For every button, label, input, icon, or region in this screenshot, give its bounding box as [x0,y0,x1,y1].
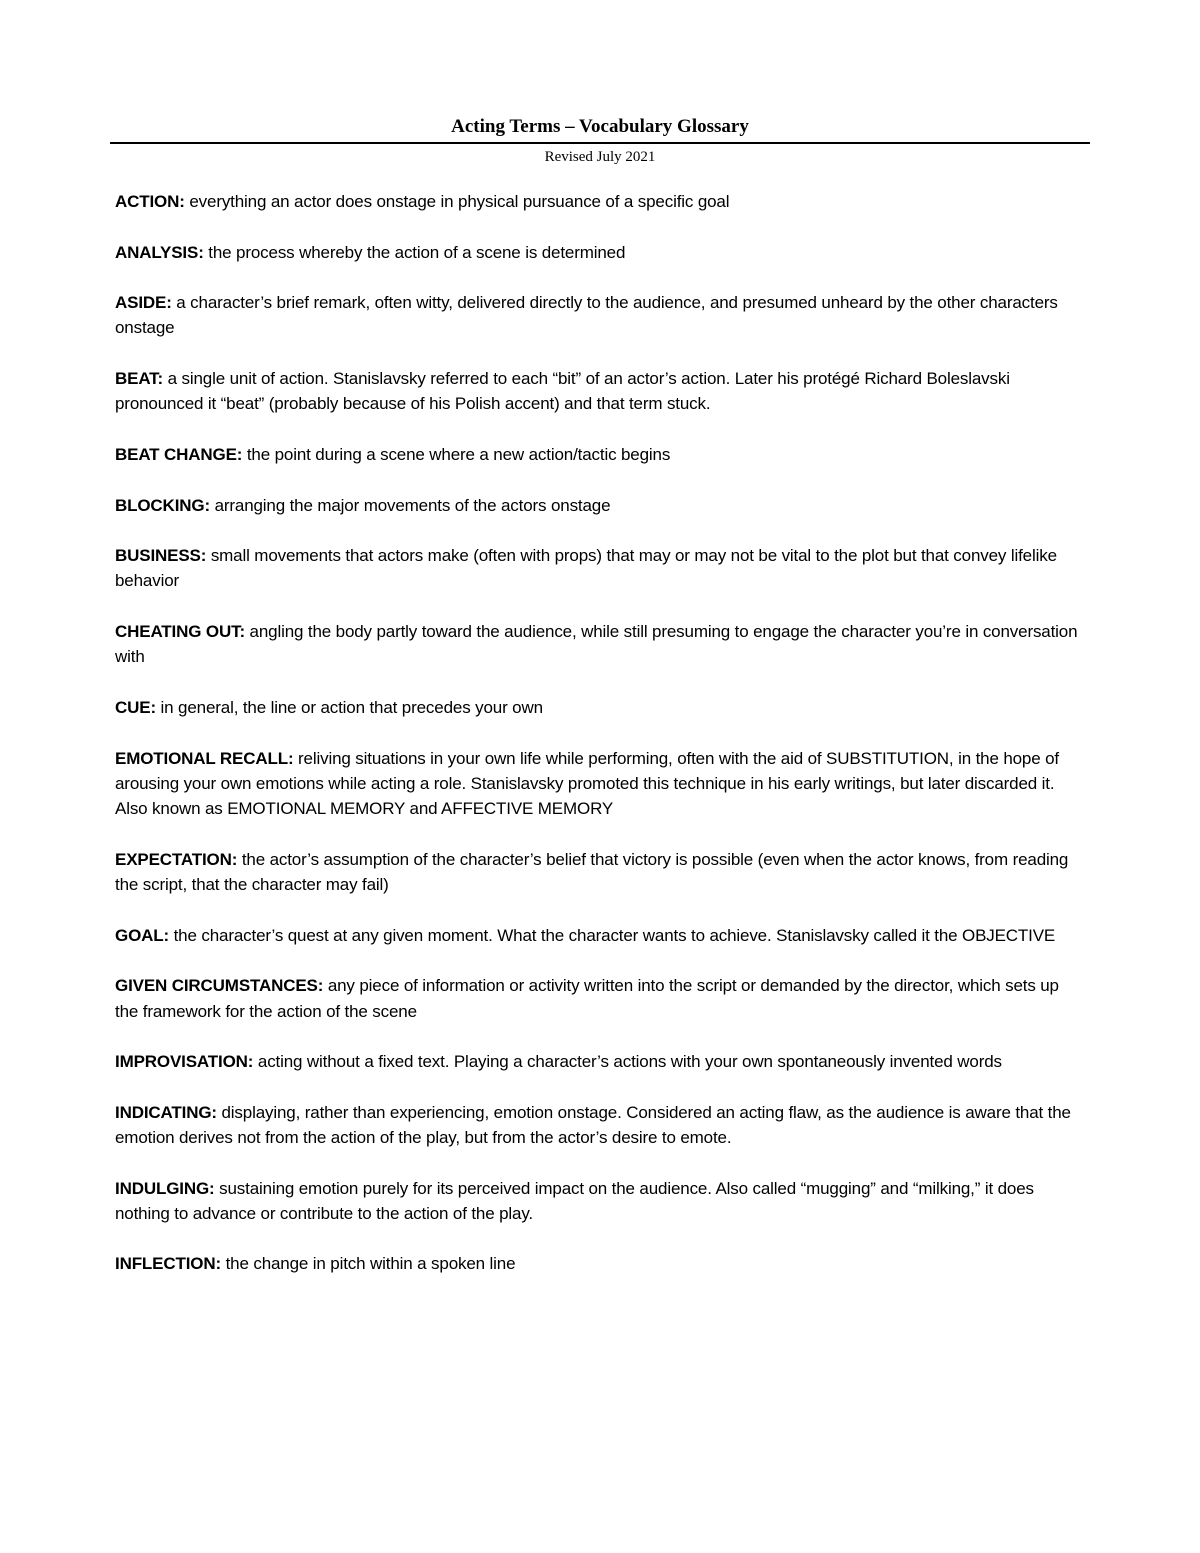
glossary-definition: the actor’s assumption of the character’s belief that victory is possible (even when the actor knows, from reading the script, that the character may fail) [115,849,1069,895]
glossary-definition: small movements that actors make (often with props) that may or may not be vital to the plot but that convey lifelike behavior [115,546,1057,591]
glossary-entry [115,189,1085,214]
glossary-definition: displaying, rather than experiencing, emotion onstage. Considered an acting flaw, as the audience is aware that the emotion derives not from the action of the play, but from the actor’s desire to emote. [115,1102,1071,1147]
glossary-term: ASIDE: [115,293,172,313]
glossary-term: EMOTIONAL RECALL: [115,748,294,768]
glossary-entry [115,290,1085,341]
glossary-entry [115,543,1085,594]
glossary-entry [115,493,1085,518]
glossary-entry [115,1049,1085,1074]
glossary-definition: angling the body partly toward the audience, while still presuming to engage the character you’re in conversation with [115,622,1078,667]
glossary-term: BEAT: [115,369,164,389]
glossary-entry [115,619,1085,670]
glossary-term: INDICATING: [115,1102,217,1122]
glossary-definition: in general, the line or action that precedes your own [160,697,543,717]
glossary-term: BEAT CHANGE: [115,444,243,464]
glossary-definition: the character’s quest at any given moment. What the character wants to achieve. Stanislavsky called it the OBJECTIVE [173,925,1056,945]
glossary-definition: a character’s brief remark, often witty, delivered directly to the audience, and presumed unheard by the other characters onstage [115,293,1058,338]
revision-date: Revised July 2021 [544,149,656,165]
glossary-list [115,189,1085,1302]
glossary-definition: everything an actor does onstage in physical pursuance of a specific goal [189,192,730,211]
title-underline [110,142,1090,144]
glossary-definition: arranging the major movements of the actors onstage [214,495,611,515]
glossary-definition: the change in pitch within a spoken line [225,1254,516,1274]
glossary-entry [115,1176,1085,1227]
glossary-term: CUE: [115,697,156,717]
glossary-entry [115,695,1085,720]
glossary-term: ACTION: [115,192,185,211]
glossary-term: EXPECTATION: [115,849,238,869]
glossary-entry [115,240,1085,265]
glossary-term: IMPROVISATION: [115,1052,254,1072]
glossary-definition: any piece of information or activity written into the script or demanded by the director, which sets up the framework for the action of the scene [115,976,1059,1021]
glossary-term: BUSINESS: [115,546,207,566]
glossary-definition: a single unit of action. Stanislavsky referred to each “bit” of an actor’s action. Later his protégé Richard Boleslavski pronounced it “beat” (probably because of his Polish accent) and that term stuck. [115,369,1010,414]
glossary-definition: sustaining emotion purely for its perceived impact on the audience. Also called “mugging” and “milking,” it does nothing to advance or contribute to the action of the play. [115,1178,1034,1223]
glossary-definition: reliving situations in your own life while performing, often with the aid of SUBSTITUTION, in the hope of arousing your own emotions while acting a role. Stanislavsky promoted this technique in his early writings, but later discarded it. Also known as EMOTIONAL MEMORY and AFFECTIVE MEMORY [115,748,1059,819]
glossary-term: ANALYSIS: [115,242,204,262]
glossary-entry [115,1100,1085,1151]
glossary-entry [115,746,1085,822]
glossary-term: CHEATING OUT: [115,622,245,642]
page-title: Acting Terms – Vocabulary Glossary [451,116,749,137]
glossary-term: GIVEN CIRCUMSTANCES: [115,976,324,996]
glossary-term: GOAL: [115,925,170,945]
glossary-term: INFLECTION: [115,1254,222,1274]
document-header [110,114,1090,168]
glossary-definition: the process whereby the action of a scene is determined [208,242,626,262]
glossary-entry [115,923,1085,948]
glossary-definition: the point during a scene where a new action/tactic begins [246,444,671,464]
glossary-definition: acting without a fixed text. Playing a character’s actions with your own spontaneously invented words [257,1052,1002,1072]
glossary-entry [115,847,1085,898]
glossary-term: INDULGING: [115,1178,215,1198]
glossary-term: BLOCKING: [115,495,210,515]
glossary-entry [115,442,1085,467]
glossary-entry [115,1251,1085,1276]
glossary-entry [115,973,1085,1024]
glossary-entry [115,366,1085,417]
